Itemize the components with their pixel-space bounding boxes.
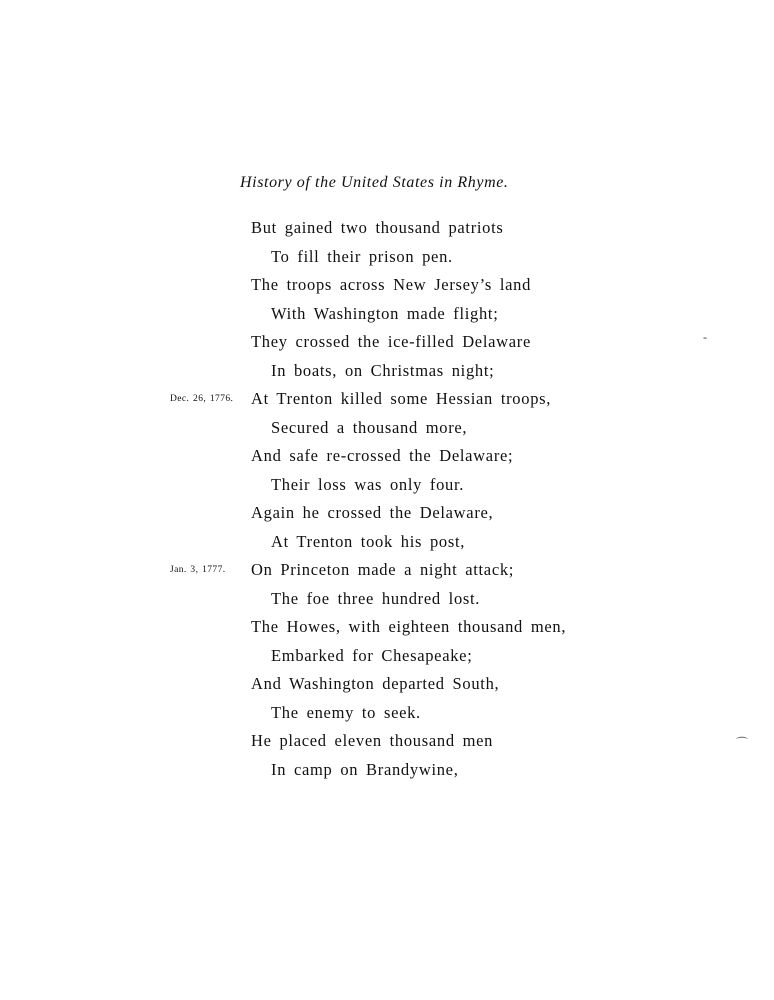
poem-line-text: Again he crossed the Delaware, — [251, 503, 494, 522]
poem-line — [0, 442, 774, 471]
margin-date: Jan. 3, 1777. — [170, 565, 226, 575]
poem-line — [0, 670, 774, 699]
poem-line — [0, 556, 774, 585]
poem-line — [0, 756, 774, 785]
stray-mark: ⌒ — [736, 736, 749, 750]
poem-line-text: The foe three hundred lost. — [271, 588, 481, 608]
poem-line-text: With Washington made flight; — [271, 303, 499, 323]
poem-line-text: And safe re-crossed the Delaware; — [251, 446, 514, 465]
poem-line-text: At Trenton took his post, — [271, 531, 466, 551]
poem-line — [0, 471, 774, 500]
poem-line — [0, 300, 774, 329]
poem-line — [0, 585, 774, 614]
poem-line-text: Their loss was only four. — [271, 474, 465, 494]
poem-line-text: To fill their prison pen. — [271, 246, 453, 266]
poem-line — [0, 385, 774, 414]
poem-line-text: And Washington departed South, — [251, 674, 500, 693]
poem-line-text: Embarked for Chesapeake; — [271, 645, 473, 665]
poem-line — [0, 243, 774, 272]
poem-line — [0, 727, 774, 756]
poem-line-text: In camp on Brandywine, — [271, 759, 459, 779]
poem-line — [0, 642, 774, 671]
poem-line — [0, 613, 774, 642]
poem-line-text: At Trenton killed some Hessian troops, — [251, 389, 552, 408]
poem-body — [0, 214, 774, 784]
stray-mark: - — [703, 330, 707, 344]
poem-line-text: They crossed the ice-filled Delaware — [251, 332, 531, 351]
poem-line-text: On Princeton made a night attack; — [251, 560, 515, 579]
poem-line — [0, 357, 774, 386]
poem-line — [0, 499, 774, 528]
poem-line — [0, 271, 774, 300]
poem-line-text: But gained two thousand patriots — [251, 218, 504, 237]
running-head: History of the United States in Rhyme. — [240, 174, 509, 191]
poem-line — [0, 528, 774, 557]
poem-line — [0, 328, 774, 357]
poem-line-text: The Howes, with eighteen thousand men, — [251, 617, 567, 636]
poem-line-text: The troops across New Jersey’s land — [251, 275, 532, 294]
poem-line-text: Secured a thousand more, — [271, 417, 468, 437]
poem-line — [0, 214, 774, 243]
poem-line-text: In boats, on Christmas night; — [271, 360, 495, 380]
poem-line-text: He placed eleven thousand men — [251, 731, 494, 750]
margin-date: Dec. 26, 1776. — [170, 394, 234, 404]
poem-line — [0, 414, 774, 443]
poem-line-text: The enemy to seek. — [271, 702, 421, 722]
poem-line — [0, 699, 774, 728]
